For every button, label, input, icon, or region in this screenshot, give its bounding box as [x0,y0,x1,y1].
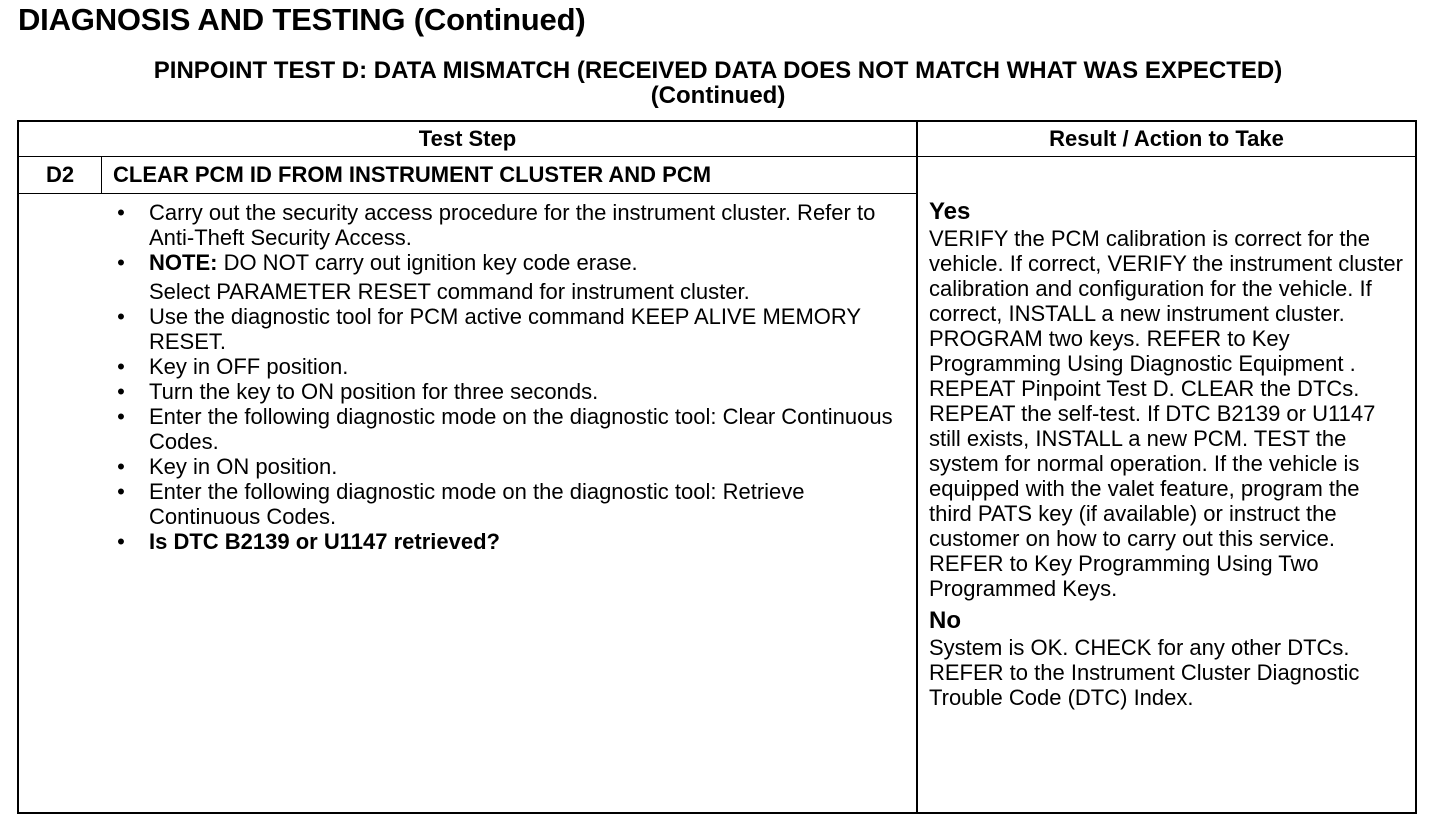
step-id-divider [101,156,102,194]
test-step-text: DO NOT carry out ignition key code erase. [217,250,638,275]
test-step-item [19,404,917,454]
test-step-item [19,250,917,304]
test-step-item [19,529,917,554]
bullet-marker: • [117,354,125,379]
result-yes-label: Yes [929,198,971,225]
bullet-marker: • [117,479,125,504]
bullet-marker: • [117,404,125,429]
step-id: D2 [45,162,75,187]
test-step-item [19,454,917,479]
note-label: NOTE: [149,250,218,275]
result-yes-text: VERIFY the PCM calibration is correct for the vehicle. If correct, VERIFY the instrument cluster calibration and configuration for the vehicle. If correct, INSTALL a new instrument cluster. PROGRAM two keys. REFER to Key Programming Using Diagnostic Equipment . REPEAT Pinpoint Test D. CLEAR the DTCs. REPEAT the self-test. If DTC B2139 or U1147 still exists, INSTALL a new PCM. TEST the system for normal operation. If the vehicle is equipped with the valet feature, program the third PATS key (if available) or instruct the customer on how to carry out this service. REFER to Key Programming Using Two Programmed Keys. [929,226,1403,601]
result-yes [929,198,1407,601]
header-test-step: Test Step [418,126,517,151]
result-column [929,198,1407,710]
pinpoint-test-title-line2: (Continued) [650,82,786,109]
bullet-marker: • [117,454,125,479]
pinpoint-test-title [18,58,1418,108]
result-no-label: No [929,607,961,634]
test-step-text: Use the diagnostic tool for PCM active command KEEP ALIVE MEMORY RESET. [149,304,861,354]
test-step-item [19,200,917,250]
header-result-action: Result / Action to Take [1049,126,1284,151]
test-step-text: Is DTC B2139 or U1147 retrieved? [149,529,500,554]
bullet-marker: • [117,200,125,225]
result-no-text: System is OK. CHECK for any other DTCs. REFER to the Instrument Cluster Diagnostic Trouble Code (DTC) Index. [929,635,1360,710]
test-step-item [19,354,917,379]
bullet-marker: • [117,379,125,404]
test-step-item [19,304,917,354]
bullet-marker: • [117,250,125,275]
test-step-text: Key in OFF position. [149,354,349,379]
test-step-text: Enter the following diagnostic mode on the diagnostic tool: Clear Continuous Codes. [149,404,893,454]
test-step-subtext: Select PARAMETER RESET command for instrument cluster. [149,279,750,304]
test-step-item [19,479,917,529]
test-step-text: Enter the following diagnostic mode on the diagnostic tool: Retrieve Continuous Codes. [149,479,805,529]
step-title-divider [19,193,917,194]
test-step-text: Key in ON position. [149,454,338,479]
test-step-text: Turn the key to ON position for three seconds. [149,379,599,404]
bullet-marker: • [117,529,125,554]
result-no [929,607,1407,710]
test-table [17,120,1417,814]
bullet-marker: • [117,304,125,329]
pinpoint-test-title-line1: PINPOINT TEST D: DATA MISMATCH (RECEIVED DATA DOES NOT MATCH WHAT WAS EXPECTED) [153,57,1283,84]
page-title: DIAGNOSIS AND TESTING (Continued) [18,2,586,37]
test-step-text: Carry out the security access procedure for the instrument cluster. Refer to Anti-Theft Security Access. [149,200,876,250]
test-step-list [19,200,917,554]
step-title: CLEAR PCM ID FROM INSTRUMENT CLUSTER AND PCM [113,162,712,187]
test-step-item [19,379,917,404]
